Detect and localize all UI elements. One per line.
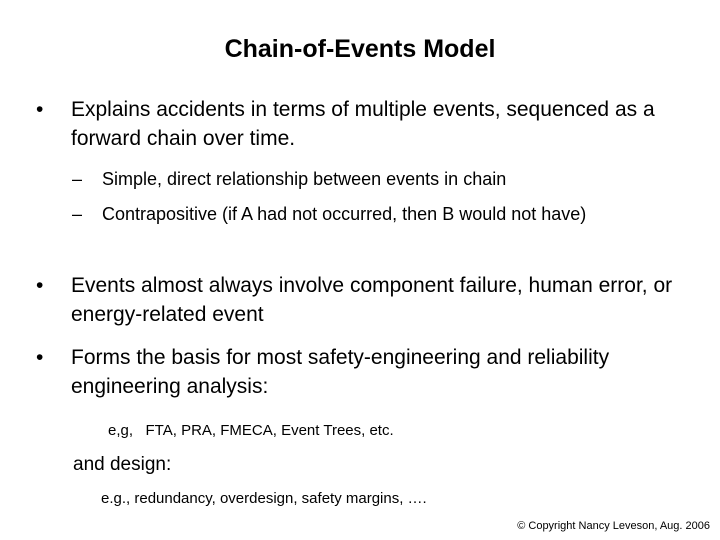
sub-item-text: Contrapositive (if A had not occurred, then B would not have)	[102, 204, 587, 224]
bullet-item	[36, 343, 676, 401]
design-example: e.g., redundancy, overdesign, safety margins, ….	[101, 490, 427, 507]
bullet-item	[36, 95, 676, 153]
dash-symbol: –	[72, 204, 83, 224]
sub-item	[72, 202, 672, 226]
dash-symbol: –	[72, 169, 83, 189]
bullet-text: Events almost always involve component failure, human error, or energy-related event	[71, 274, 673, 326]
copyright-notice: © Copyright Nancy Leveson, Aug. 2006	[517, 520, 710, 532]
analysis-example: e,g, FTA, PRA, FMECA, Event Trees, etc.	[108, 422, 394, 439]
bullet-symbol: •	[36, 98, 44, 121]
bullet-text: Forms the basis for most safety-engineering and reliability engineering analysis:	[71, 346, 610, 398]
sub-item	[72, 167, 672, 191]
slide-title: Chain-of-Events Model	[224, 35, 496, 63]
bullet-symbol: •	[36, 274, 44, 297]
and-design-label: and design:	[73, 454, 172, 475]
bullet-item	[36, 271, 676, 329]
bullet-symbol: •	[36, 346, 44, 369]
bullet-text: Explains accidents in terms of multiple events, sequenced as a forward chain over time.	[71, 98, 655, 150]
sub-item-text: Simple, direct relationship between events in chain	[102, 169, 507, 189]
